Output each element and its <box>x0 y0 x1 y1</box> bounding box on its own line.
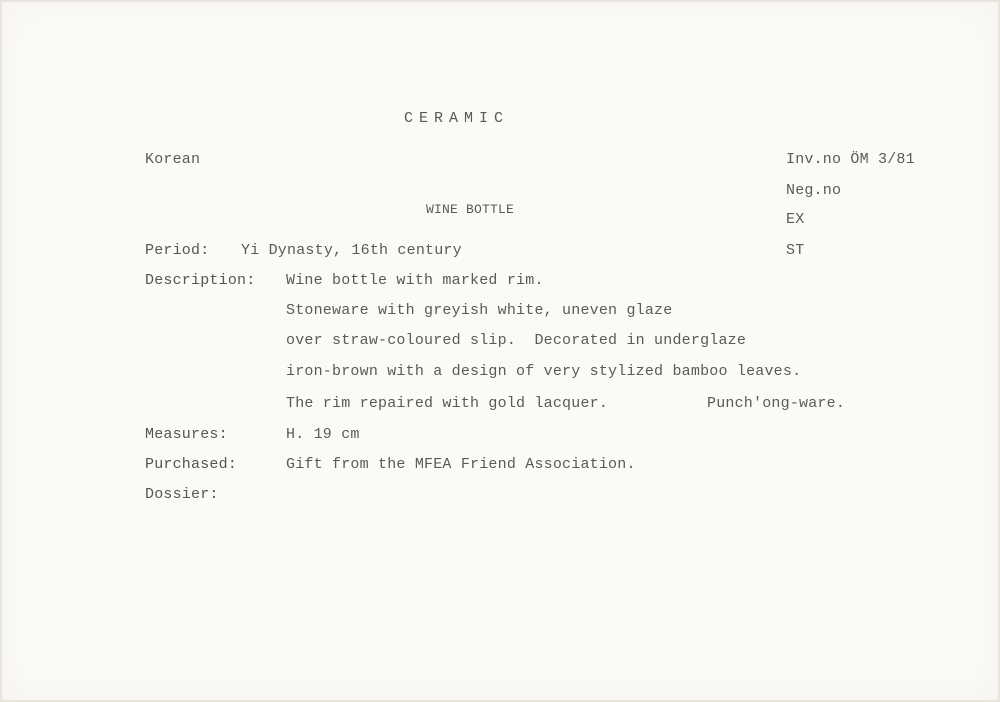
purchased-label: Purchased: <box>145 456 238 473</box>
description-line: over straw-coloured slip. Decorated in underglaze <box>286 332 747 349</box>
origin: Korean <box>145 151 201 168</box>
description-line: Wine bottle with marked rim. <box>286 272 544 289</box>
period-label: Period: <box>145 242 210 259</box>
period-value: Yi Dynasty, 16th century <box>241 242 462 259</box>
description-line: The rim repaired with gold lacquer. <box>286 395 609 412</box>
purchased-value: Gift from the MFEA Friend Association. <box>286 456 636 473</box>
measures-label: Measures: <box>145 426 228 443</box>
description-line: iron-brown with a design of very stylized bamboo leaves. <box>286 363 802 380</box>
ex-field: EX <box>786 211 805 228</box>
negative-number: Neg.no <box>786 182 842 199</box>
description-label: Description: <box>145 272 256 289</box>
dossier-label: Dossier: <box>145 486 219 503</box>
measures-value: H. 19 cm <box>286 426 360 443</box>
description-tail: Punch'ong-ware. <box>707 395 846 412</box>
inventory-number: Inv.no ÖM 3/81 <box>786 151 915 168</box>
object-name: WINE BOTTLE <box>426 202 515 217</box>
description-line: Stoneware with greyish white, uneven glaze <box>286 302 673 319</box>
st-field: ST <box>786 242 805 259</box>
card-title: CERAMIC <box>404 110 510 127</box>
